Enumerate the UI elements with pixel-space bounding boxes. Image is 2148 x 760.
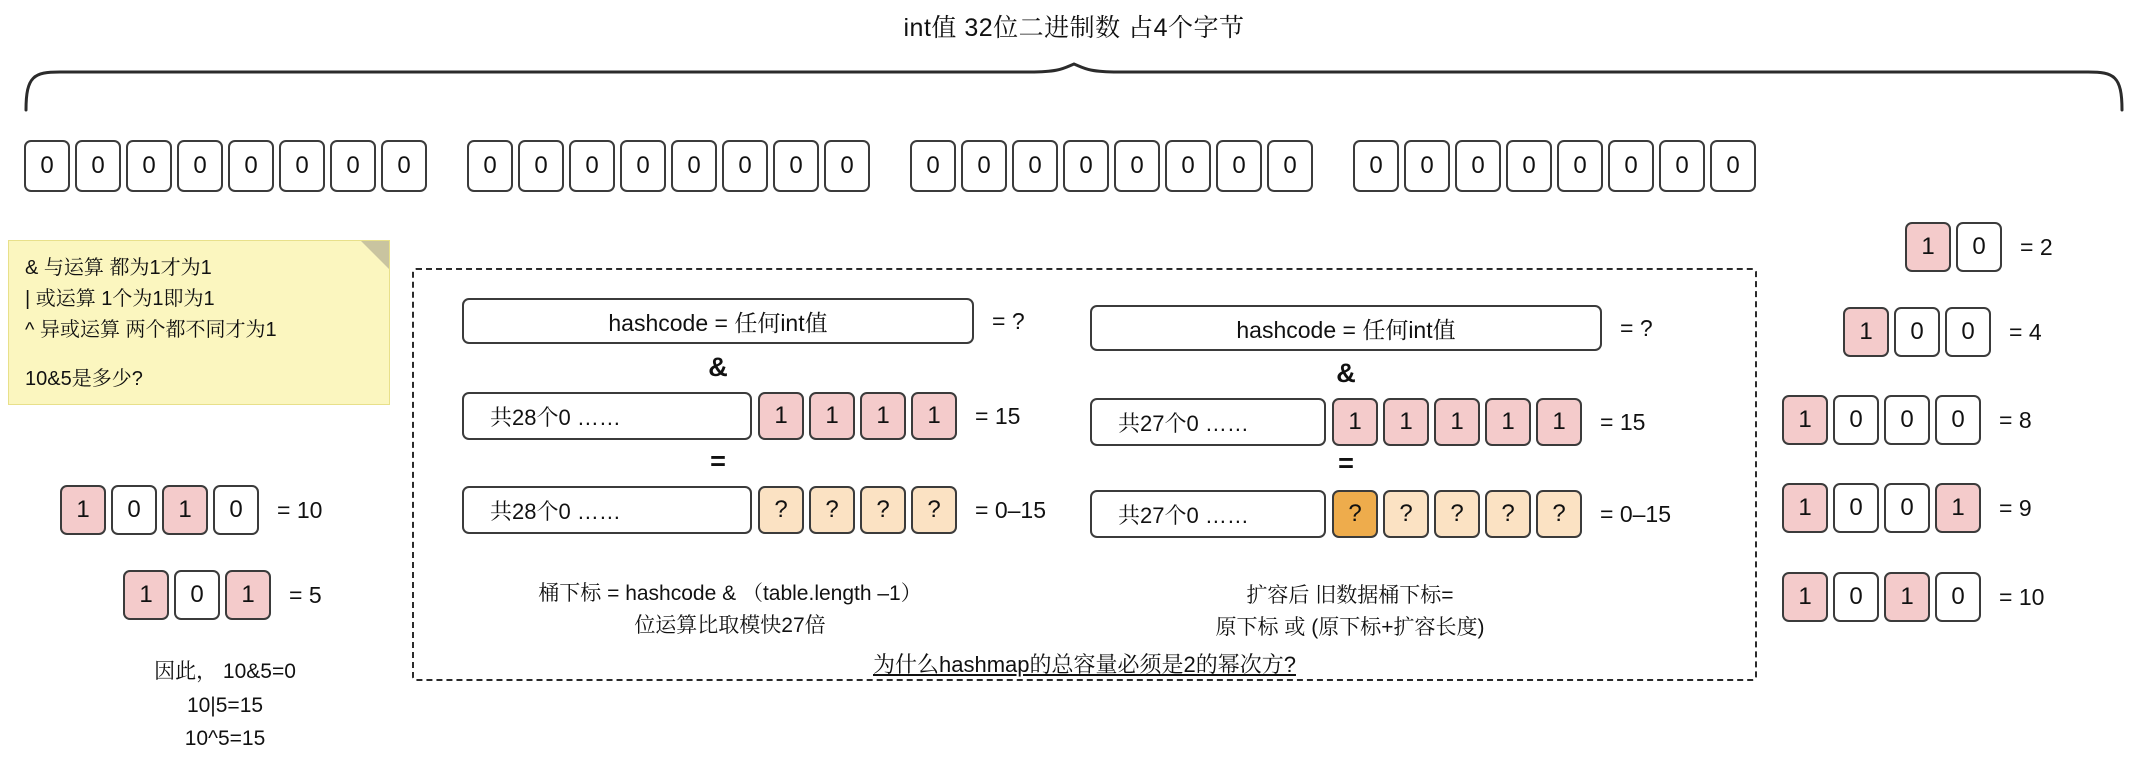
bit-cell: 0: [671, 140, 717, 192]
bit-cell: 0: [467, 140, 513, 192]
page-title: int值 32位二进制数 占4个字节: [903, 14, 1245, 42]
bit-cell: 0: [1063, 140, 1109, 192]
note-line-1: | 或运算 1个为1即为1: [25, 288, 215, 310]
bit-cell: 0: [824, 140, 870, 192]
panel-b-caption-1: 原下标 或 (原下标+扩容长度): [1215, 615, 1485, 639]
bit-cell: 0: [910, 140, 956, 192]
panel-a-op-and: &: [708, 352, 728, 382]
panel-b-row1-eq: = ?: [1620, 314, 1653, 341]
bit-cell: ?: [1332, 490, 1378, 538]
bit-cell: 0: [1557, 140, 1603, 192]
panel-b-row3-eq: = 0–15: [1600, 500, 1671, 527]
bit-cell: 0: [213, 485, 259, 535]
panel-a-caption: [440, 578, 1020, 641]
panel-a-caption-1: 位运算比取模快27倍: [634, 613, 826, 637]
panel-b-caption-0: 扩容后 旧数据桶下标=: [1246, 584, 1454, 607]
bit-cell: 0: [330, 140, 376, 192]
bit-cell: ?: [1536, 490, 1582, 538]
byte-group-0: [24, 140, 427, 192]
curly-brace: [20, 62, 2128, 112]
bit-cell: 1: [758, 392, 804, 440]
panel-a-row3-eq: = 0–15: [975, 496, 1046, 523]
bit-cell: 1: [1782, 572, 1828, 622]
bit-cell: 0: [1884, 395, 1930, 445]
bit-cell: 0: [1506, 140, 1552, 192]
bit-cell: 0: [773, 140, 819, 192]
panel-b-row3: [1090, 490, 1671, 538]
bit-cell: 0: [381, 140, 427, 192]
bit-cell: 0: [279, 140, 325, 192]
bit-cell: 0: [518, 140, 564, 192]
bit-cell: 0: [1833, 395, 1879, 445]
panel-bottom-question: 为什么hashmap的总容量必须是2的幂次方?: [873, 652, 1296, 677]
bit-cell: 1: [1485, 398, 1531, 446]
bit-cell: 0: [569, 140, 615, 192]
left-example-value: = 5: [289, 581, 322, 608]
left-example-1: [123, 570, 322, 620]
bit-cell: 1: [860, 392, 906, 440]
panel-b-row2: [1090, 398, 1645, 446]
right-example-value: = 9: [1999, 494, 2032, 521]
bit-cell: ?: [1485, 490, 1531, 538]
panel-a-hashcode-bar: hashcode = 任何int值: [462, 298, 974, 344]
bit-cell: 1: [1383, 398, 1429, 446]
left-conclusion: [60, 655, 390, 756]
byte-group-3: [1353, 140, 1756, 192]
bit-cell: 0: [174, 570, 220, 620]
panel-a-op-equals: =: [710, 446, 726, 476]
bit-cell: 0: [111, 485, 157, 535]
right-example-0: [1905, 222, 2053, 272]
note-question: 10&5是多少?: [25, 368, 143, 390]
bit-cell: 1: [1434, 398, 1480, 446]
bit-cell: 0: [961, 140, 1007, 192]
bit-cell: 1: [1905, 222, 1951, 272]
right-example-value: = 2: [2020, 233, 2053, 260]
bit-cell: 0: [1404, 140, 1450, 192]
bit-cell: 0: [722, 140, 768, 192]
bit-cell: 1: [911, 392, 957, 440]
right-example-3: [1782, 483, 2032, 533]
bit-cell: 0: [1216, 140, 1262, 192]
bit-cell: ?: [1434, 490, 1480, 538]
panel-b-hashcode-bar: hashcode = 任何int值: [1090, 305, 1602, 351]
right-example-value: = 8: [1999, 406, 2032, 433]
bit-cell: 0: [1884, 483, 1930, 533]
bit-cell: ?: [1383, 490, 1429, 538]
bit-cell: 0: [24, 140, 70, 192]
note-line-0: & 与运算 都为1才为1: [25, 257, 212, 279]
bit-cell: 0: [1894, 307, 1940, 357]
bit-cell: 1: [1843, 307, 1889, 357]
right-example-value: = 4: [2009, 318, 2042, 345]
right-example-value: = 10: [1999, 583, 2045, 610]
bit-cell: 0: [1267, 140, 1313, 192]
byte-group-2: [910, 140, 1313, 192]
bit-cell: 0: [75, 140, 121, 192]
panel-a-row2-eq: = 15: [975, 402, 1021, 429]
panel-b-op-equals: =: [1338, 448, 1354, 478]
bit-cell: 0: [1114, 140, 1160, 192]
bit-cell: ?: [860, 486, 906, 534]
panel-a-caption-0: 桶下标 = hashcode & （table.length –1）: [538, 582, 922, 605]
bit-cell: ?: [911, 486, 957, 534]
right-example-2: [1782, 395, 2032, 445]
panel-b-row2-eq: = 15: [1600, 408, 1646, 435]
panel-a-row1-eq: = ?: [992, 307, 1025, 334]
note-fold-corner: [361, 241, 389, 269]
operator-note-box: [8, 240, 390, 405]
bit-cell: 1: [162, 485, 208, 535]
bit-cell: 0: [1833, 572, 1879, 622]
bit-cell: 1: [1935, 483, 1981, 533]
bit-cell: 1: [1782, 483, 1828, 533]
bit-cell: 0: [1353, 140, 1399, 192]
panel-a-mask-label: 共28个0 ……: [462, 392, 752, 440]
bit-cell: 0: [1710, 140, 1756, 192]
bit-cell: 0: [1935, 395, 1981, 445]
bit-cell: 1: [809, 392, 855, 440]
panel-a-result-label: 共28个0 ……: [462, 486, 752, 534]
int-32-bit-row: [24, 140, 1756, 192]
bit-cell: 0: [126, 140, 172, 192]
panel-b-mask-label: 共27个0 ……: [1090, 398, 1326, 446]
right-example-4: [1782, 572, 2044, 622]
panel-a-row1: [462, 298, 1025, 344]
left-conclusion-1: 10|5=15: [186, 693, 264, 717]
panel-b-row1: [1090, 305, 1653, 351]
left-example-0: [60, 485, 322, 535]
bit-cell: 0: [1945, 307, 1991, 357]
bit-cell: 1: [1782, 395, 1828, 445]
bit-cell: 0: [1833, 483, 1879, 533]
bit-cell: 0: [1455, 140, 1501, 192]
panel-b-caption: [1090, 580, 1610, 643]
left-example-value: = 10: [277, 496, 323, 523]
byte-group-1: [467, 140, 870, 192]
bit-cell: 0: [1956, 222, 2002, 272]
panel-a-row3: [462, 486, 1046, 534]
bit-cell: 0: [1935, 572, 1981, 622]
note-line-2: ^ 异或运算 两个都不同才为1: [25, 319, 277, 341]
right-example-1: [1843, 307, 2042, 357]
bit-cell: ?: [758, 486, 804, 534]
bit-cell: 0: [620, 140, 666, 192]
bit-cell: ?: [809, 486, 855, 534]
panel-b-result-label: 共27个0 ……: [1090, 490, 1326, 538]
panel-b-op-and: &: [1336, 358, 1356, 388]
left-conclusion-0: 因此， 10&5=0: [154, 660, 296, 683]
bit-cell: 0: [1659, 140, 1705, 192]
bit-cell: 0: [1608, 140, 1654, 192]
bit-cell: 0: [177, 140, 223, 192]
bit-cell: 1: [60, 485, 106, 535]
bit-cell: 1: [1536, 398, 1582, 446]
bit-cell: 1: [123, 570, 169, 620]
bit-cell: 1: [1884, 572, 1930, 622]
bit-cell: 0: [1165, 140, 1211, 192]
bit-cell: 1: [1332, 398, 1378, 446]
panel-a-row2: [462, 392, 1020, 440]
bit-cell: 1: [225, 570, 271, 620]
bit-cell: 0: [228, 140, 274, 192]
bit-cell: 0: [1012, 140, 1058, 192]
left-conclusion-2: 10^5=15: [184, 727, 266, 751]
